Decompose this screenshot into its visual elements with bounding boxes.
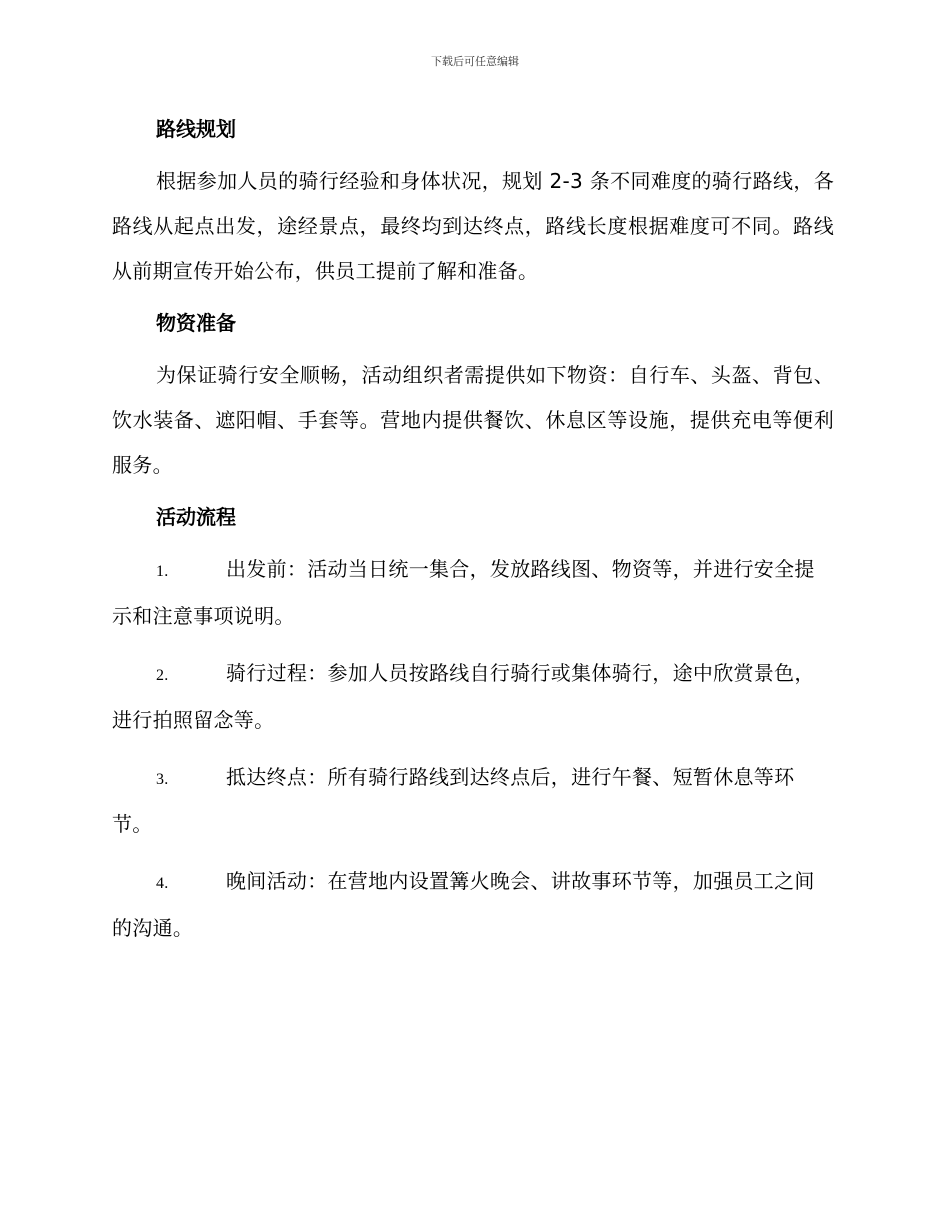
list-item-text: 出发前：活动当日统一集合，发放路线图、物资等，并进行安全提示和注意事项说明。 (112, 557, 815, 628)
list-item (112, 755, 834, 847)
section-paragraph-route: 根据参加人员的骑行经验和身体状况，规划 2-3 条不同难度的骑行路线，各路线从起点出发，途经景点，最终均到达终点，路线长度根据难度可不同。路线从前期宣传开始公布，供员工提前了解和准备。 (112, 169, 834, 283)
list-item (112, 651, 834, 743)
list-item-number: 1. (156, 563, 169, 580)
document-body (112, 112, 834, 963)
page-header: 下载后可任意编辑 (431, 55, 519, 68)
section-heading-route: 路线规划 (156, 117, 236, 141)
list-item-text: 晚间活动：在营地内设置篝火晚会、讲故事环节等，加强员工之间的沟通。 (112, 869, 815, 940)
list-item-number: 4. (156, 875, 169, 892)
list-item-number: 3. (156, 771, 169, 788)
section-heading-supplies: 物资准备 (156, 311, 236, 335)
section-heading-process: 活动流程 (156, 505, 236, 529)
list-item (112, 859, 834, 951)
list-item-number: 2. (156, 667, 169, 684)
list-item-text: 抵达终点：所有骑行路线到达终点后，进行午餐、短暂休息等环节。 (112, 765, 795, 836)
list-item-text: 骑行过程：参加人员按路线自行骑行或集体骑行，途中欣赏景色，进行拍照留念等。 (112, 661, 815, 732)
list-item (112, 547, 834, 639)
section-paragraph-supplies: 为保证骑行安全顺畅，活动组织者需提供如下物资：自行车、头盔、背包、饮水装备、遮阳帽、手套等。营地内提供餐饮、休息区等设施，提供充电等便利服务。 (112, 363, 834, 477)
